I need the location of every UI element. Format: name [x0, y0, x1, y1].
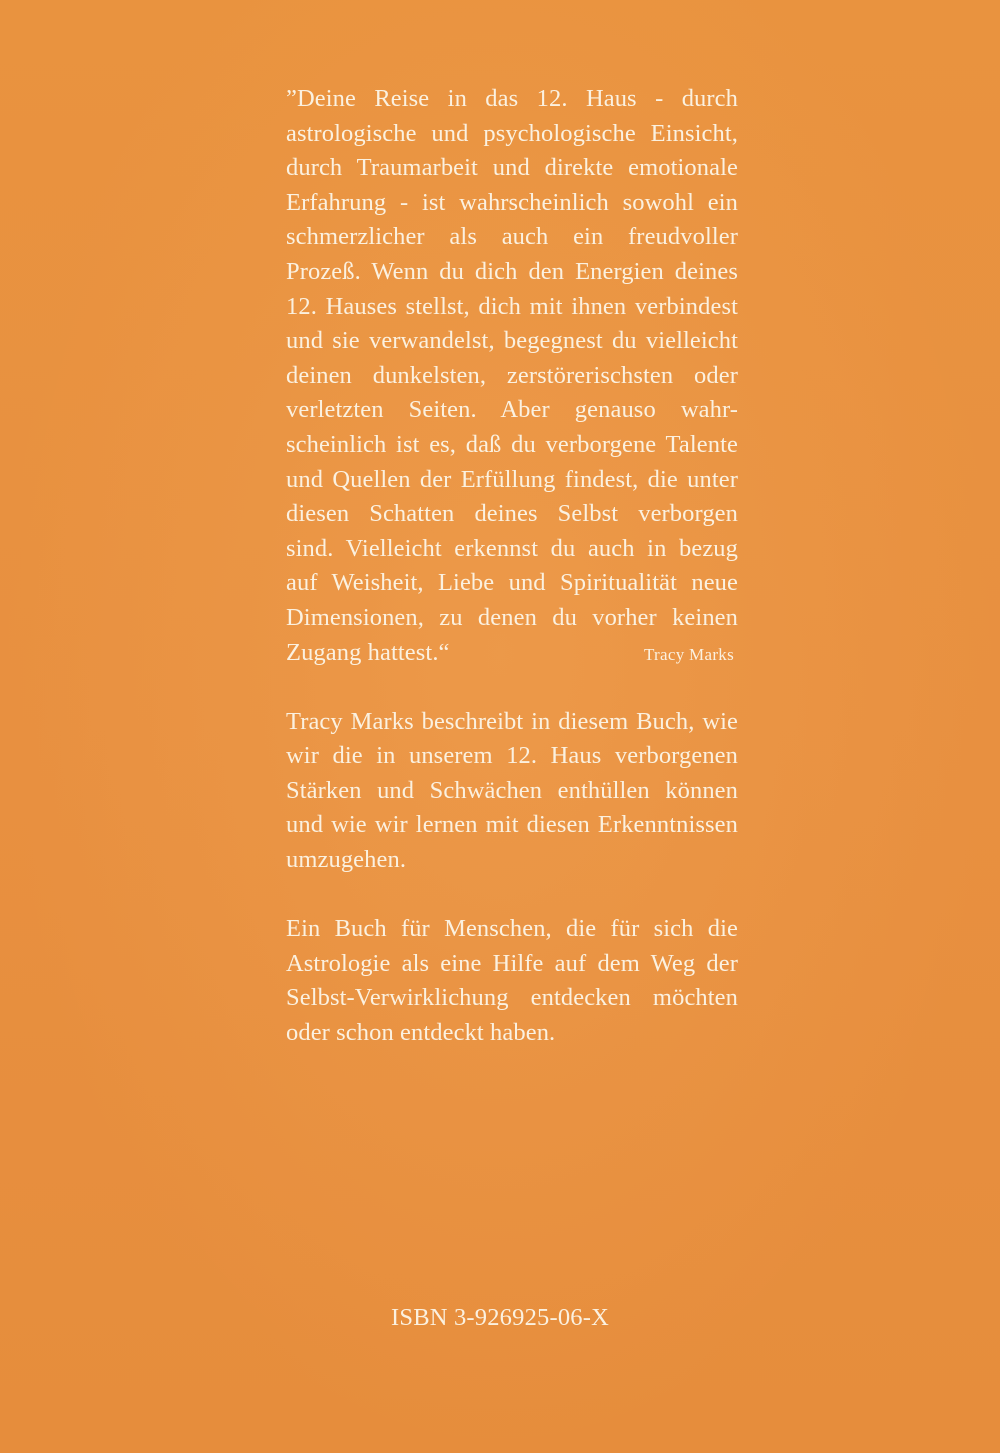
paragraph-spacer	[286, 878, 738, 913]
isbn-number: ISBN 3-926925-06-X	[391, 1304, 609, 1331]
quote-line: 12. Hauses stellst, dich mit ihnen verbindest	[286, 292, 738, 320]
audience-paragraph	[286, 912, 738, 1050]
description-paragraph	[286, 705, 738, 878]
quote-paragraph	[286, 82, 738, 670]
paragraph-spacer	[286, 670, 738, 705]
audience-line: Selbst-Verwirklichung entdecken möchten	[286, 984, 738, 1012]
audience-line: oder schon entdeckt haben.	[286, 1019, 556, 1047]
quote-line: deinen dunkelsten, zerstörerischsten oder	[286, 361, 738, 389]
quote-author: Tracy Marks	[643, 644, 734, 664]
quote-line: verletzten Seiten. Aber genauso wahr-	[286, 396, 738, 424]
quote-last-line: Zugang hattest.“	[286, 638, 450, 666]
quote-line: auf Weisheit, Liebe und Spiritualität neue	[286, 569, 738, 597]
quote-line: und Quellen der Erfüllung findest, die unter	[286, 465, 738, 493]
quote-line: ”Deine Reise in das 12. Haus - durch	[286, 85, 738, 112]
audience-line: Ein Buch für Menschen, die für sich die	[286, 915, 738, 943]
description-line: Stärken und Schwächen enthüllen können	[286, 776, 738, 804]
description-line: Tracy Marks beschreibt in diesem Buch, wie	[286, 707, 738, 735]
description-line: umzugehen.	[286, 846, 407, 874]
quote-line: sind. Vielleicht erkennst du auch in bezug	[286, 534, 738, 562]
quote-line: astrologische und psychologische Einsicht,	[286, 119, 738, 147]
audience-line: Astrologie als eine Hilfe auf dem Weg der	[286, 949, 738, 977]
quote-line: Dimensionen, zu denen du vorher keinen	[286, 603, 738, 631]
quote-line: durch Traumarbeit und direkte emotionale	[286, 154, 738, 182]
quote-final-line	[286, 636, 738, 671]
quote-line: scheinlich ist es, daß du verborgene Talente	[286, 430, 738, 458]
description-line: und wie wir lernen mit diesen Erkenntnissen	[286, 811, 738, 839]
quote-line: Erfahrung - ist wahrscheinlich sowohl ein	[286, 188, 738, 216]
quote-line: diesen Schatten deines Selbst verborgen	[286, 500, 738, 528]
quote-line: und sie verwandelst, begegnest du vielleicht	[286, 327, 738, 355]
quote-line: Prozeß. Wenn du dich den Energien deines	[286, 257, 738, 285]
cover-text-block	[286, 82, 738, 1051]
description-line: wir die in unserem 12. Haus verborgenen	[286, 742, 738, 770]
quote-line: schmerzlicher als auch ein freudvoller	[286, 223, 738, 251]
